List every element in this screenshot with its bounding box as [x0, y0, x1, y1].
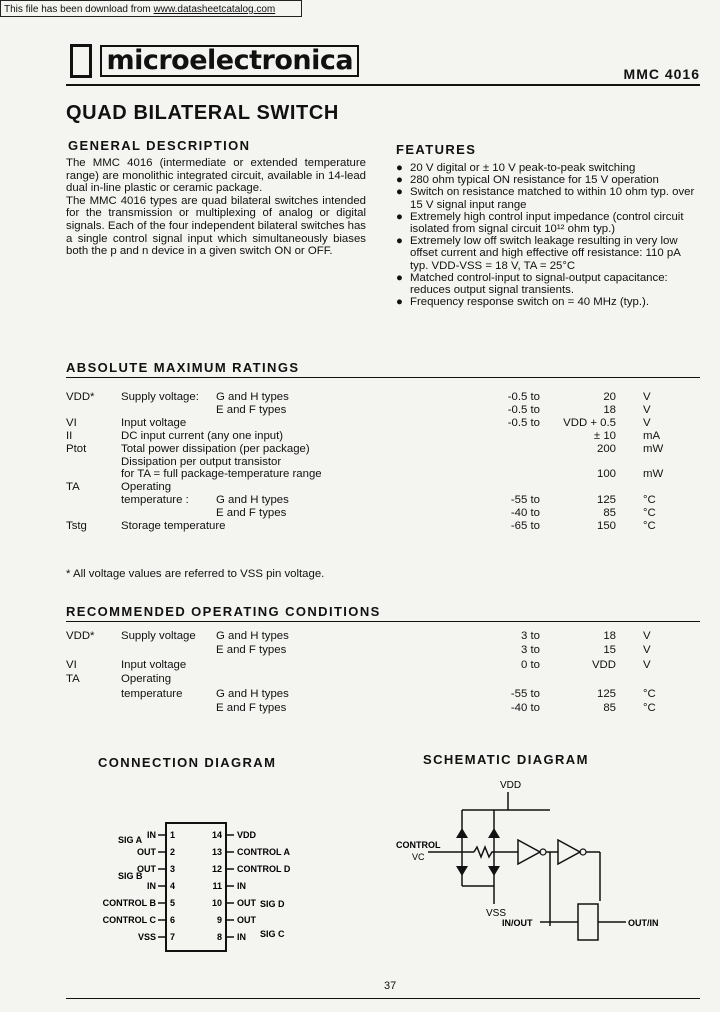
pin-number: 5: [170, 898, 176, 908]
cell-desc: Operating: [121, 673, 172, 686]
connection-diagram: [100, 815, 300, 960]
cell-sub: E and F types: [216, 507, 287, 520]
cell-desc: Input voltage: [121, 658, 187, 671]
cell-unit: °C: [643, 494, 656, 507]
cell-unit: °C: [643, 520, 656, 532]
diode-icon: [456, 828, 468, 838]
pin-number: 4: [170, 881, 176, 891]
cell-max: 18: [603, 630, 616, 642]
cell-sym: TA: [66, 673, 80, 686]
pin-number: 14: [211, 830, 222, 840]
cell-desc: Supply voltage:: [121, 391, 199, 403]
general-paragraph-2: The MMC 4016 types are quad bilateral switches intended for the transmission or multiplexing of analog or digital signals. Each of the four independent bilateral switches has a single control signal input which simultaneously biases both the p and n device in a given switch ON or OFF.: [66, 194, 366, 258]
cell-unit: mW: [643, 442, 664, 455]
pin-number: 6: [170, 915, 176, 925]
diode-icon: [456, 866, 468, 876]
general-heading: GENERAL DESCRIPTION: [68, 138, 251, 153]
feature-item: ● 20 V digital or ± 10 V peak-to-peak switching: [396, 162, 636, 174]
cell-unit: V: [643, 416, 651, 429]
logo-mark-icon: [70, 44, 92, 78]
cell-desc: Input voltage: [121, 416, 187, 429]
abs-max-heading: ABSOLUTE MAXIMUM RATINGS: [66, 360, 300, 375]
control-label: CONTROL: [396, 840, 441, 850]
cell-max: 15: [603, 644, 616, 657]
brand-logo: [70, 44, 359, 78]
resistor-icon: [474, 847, 518, 857]
cell-min: 0 to: [521, 658, 540, 671]
abs-max-note: * All voltage values are referred to VSS pin voltage.: [66, 568, 325, 580]
in-out-label: IN/OUT: [502, 918, 533, 928]
cell-min: -0.5 to: [507, 416, 540, 429]
cell-unit: °C: [643, 702, 656, 714]
brand-name: microelectronica: [100, 45, 359, 77]
bullet-icon: ●: [396, 271, 403, 284]
sig-d-label: SIG D: [260, 899, 285, 909]
cell-min: -0.5 to: [507, 391, 540, 403]
cell-min: -55 to: [510, 687, 540, 700]
page-title: QUAD BILATERAL SWITCH: [66, 102, 339, 124]
pin-label: CONTROL B: [102, 898, 156, 908]
schematic-diagram: [390, 776, 700, 951]
cell-max: 85: [603, 702, 616, 714]
cell-sub: E and F types: [216, 644, 287, 657]
pin-number: 1: [170, 830, 176, 840]
features-list: [396, 162, 696, 308]
cell-sym: VI: [66, 658, 77, 671]
cell-min: -40 to: [510, 507, 540, 520]
connection-heading: CONNECTION DIAGRAM: [98, 755, 277, 770]
bullet-icon: ●: [396, 210, 403, 223]
cell-max: 150: [596, 520, 616, 532]
pin-number: 13: [211, 847, 222, 857]
cell-max: 200: [596, 442, 616, 455]
vdd-label: VDD: [500, 780, 522, 791]
cell-desc: Total power dissipation (per package): [121, 442, 310, 455]
rec-op-rule: [66, 621, 700, 622]
cell-desc: DC input current (any one input): [121, 429, 284, 442]
cell-min: -55 to: [510, 494, 540, 507]
feature-item: ● 280 ohm typical ON resistance for 15 V operation: [396, 174, 659, 187]
pin-number: 9: [216, 915, 222, 925]
inverter-2-icon: [558, 840, 580, 864]
cell-sym: VDD*: [66, 630, 95, 642]
pin-label: OUT: [237, 915, 256, 925]
pin-number: 8: [216, 932, 222, 942]
cell-min: 3 to: [521, 644, 540, 657]
cell-sub: G and H types: [216, 630, 289, 642]
cell-desc: Supply voltage: [121, 630, 196, 642]
cell-desc: Storage temperature: [121, 520, 226, 532]
cell-min: -65 to: [510, 520, 540, 532]
cell-unit: mW: [643, 468, 664, 481]
bullet-icon: ●: [396, 235, 403, 248]
general-description: [66, 157, 366, 258]
cell-unit: mA: [643, 429, 661, 442]
cell-desc: Dissipation per output transistor: [121, 455, 282, 468]
pin-label: OUT: [137, 847, 156, 857]
pin-label: IN: [237, 932, 246, 942]
cell-desc: Operating: [121, 481, 172, 494]
pin-label: OUT: [137, 864, 156, 874]
sig-c-label: SIG C: [260, 929, 285, 939]
cell-unit: V: [643, 403, 651, 416]
pin-label: OUT: [237, 898, 256, 908]
cell-max: 125: [596, 494, 616, 507]
cell-desc: temperature :: [121, 494, 189, 507]
cell-sym: TA: [66, 481, 80, 494]
cell-unit: V: [643, 630, 651, 642]
pin-label: CONTROL A: [237, 847, 290, 857]
pin-number: 7: [170, 932, 176, 942]
out-in-label: OUT/IN: [628, 918, 659, 928]
pin-label: CONTROL C: [102, 915, 156, 925]
general-paragraph-1: The MMC 4016 (intermediate or extended temperature range) are monolithic integrated circuit, available in 14-lead dual in-line plastic or ceramic package.: [66, 157, 366, 195]
cell-desc: temperature: [121, 687, 183, 700]
cell-max: 20: [603, 391, 616, 403]
pin-number: 12: [211, 864, 222, 874]
pin-number: 10: [211, 898, 222, 908]
pin-number: 3: [170, 864, 176, 874]
part-number: MMC 4016: [623, 66, 700, 82]
source-banner: [0, 0, 302, 17]
cell-sub: G and H types: [216, 494, 289, 507]
cell-max: ± 10: [593, 429, 616, 442]
pin-label: VDD: [237, 830, 257, 840]
cell-unit: V: [643, 644, 651, 657]
sig-a-label: SIG A: [118, 835, 143, 845]
bullet-icon: ●: [396, 186, 403, 199]
bullet-icon: ●: [396, 162, 403, 174]
rec-op-heading: RECOMMENDED OPERATING CONDITIONS: [66, 604, 381, 619]
transmission-gate-icon: [578, 904, 598, 940]
feature-item: ● Matched control-input to signal-output capacitance: reduces output signal transients.: [396, 271, 668, 297]
cell-sym: VDD*: [66, 391, 95, 403]
cell-max: VDD + 0.5: [563, 416, 616, 429]
cell-min: -40 to: [510, 702, 540, 714]
cell-min: 3 to: [521, 630, 540, 642]
cell-max: VDD: [591, 658, 616, 671]
cell-unit: °C: [643, 507, 656, 520]
cell-unit: °C: [643, 687, 656, 700]
source-note: This file has been download from: [4, 4, 151, 15]
page-number: 37: [384, 980, 397, 992]
diode-icon: [488, 828, 500, 838]
bullet-icon: ●: [396, 174, 403, 187]
pin-label: IN: [147, 830, 156, 840]
diode-icon: [488, 866, 500, 876]
cell-sub: E and F types: [216, 403, 287, 416]
feature-item: ● Extremely high control input impedance (control circuit isolated from signal circuit 10¹² ohm typ.): [396, 210, 684, 236]
vc-label: VC: [412, 852, 425, 862]
cell-max: 18: [603, 403, 616, 416]
header-rule: [66, 84, 700, 86]
cell-max: 100: [596, 468, 616, 481]
cell-max: 85: [603, 507, 616, 520]
cell-max: 125: [596, 687, 616, 700]
cell-desc: for TA = full package-temperature range: [121, 468, 322, 481]
sig-b-label: SIG B: [118, 871, 143, 881]
features-heading: FEATURES: [396, 142, 477, 157]
feature-item: ● Switch on resistance matched to within 10 ohm typ. over 15 V signal input range: [396, 186, 695, 211]
cell-sym: Tstg: [66, 520, 87, 532]
source-link[interactable]: www.datasheetcatalog.com: [153, 4, 276, 15]
footer-rule: [66, 998, 700, 999]
cell-sym: Ptot: [66, 442, 87, 455]
pin-label: IN: [237, 881, 246, 891]
cell-unit: V: [643, 658, 651, 671]
cell-sym: II: [66, 429, 73, 442]
pin-label: CONTROL D: [237, 864, 291, 874]
bullet-icon: ●: [396, 296, 403, 309]
cell-unit: V: [643, 391, 651, 403]
pin-label: IN: [147, 881, 156, 891]
cell-sub: G and H types: [216, 687, 289, 700]
pin-number: 11: [212, 881, 222, 891]
cell-sym: VI: [66, 416, 77, 429]
cell-sub: E and F types: [216, 702, 287, 714]
feature-item: ● Frequency response switch on = 40 MHz (typ.).: [396, 296, 649, 309]
inverter-1-icon: [518, 840, 540, 864]
vss-label: VSS: [486, 908, 507, 919]
pin-label: VSS: [137, 932, 156, 942]
feature-item: ● Extremely low off switch leakage resulting in very low offset current and high effective off resistance: 110 pA typ. VDD-VSS = 18 V, TA = 25°C: [396, 235, 681, 272]
cell-sub: G and H types: [216, 391, 289, 403]
cell-min: -0.5 to: [507, 403, 540, 416]
schematic-heading: SCHEMATIC DIAGRAM: [423, 752, 589, 767]
abs-max-rule: [66, 377, 700, 378]
pin-number: 2: [170, 847, 176, 857]
